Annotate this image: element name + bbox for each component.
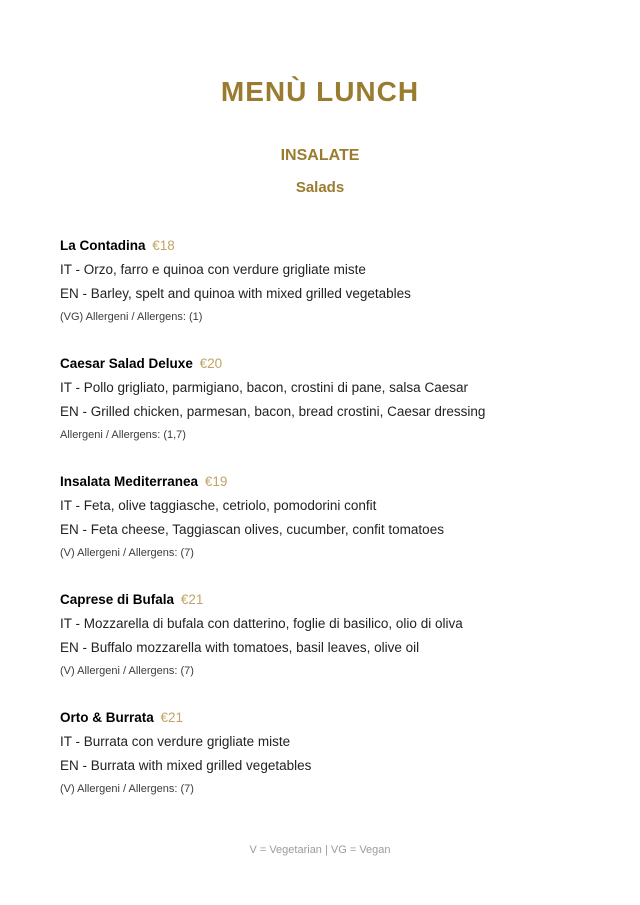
item-name: Insalata Mediterranea — [60, 474, 199, 489]
item-heading — [60, 470, 580, 494]
menu-item — [60, 470, 580, 564]
item-price: €18 — [152, 238, 175, 253]
item-name: Caesar Salad Deluxe — [60, 356, 193, 371]
item-price: €19 — [204, 474, 228, 489]
item-description-it: IT - Orzo, farro e quinoa con verdure grigliate miste — [60, 262, 366, 277]
menu-item — [60, 588, 580, 682]
item-description-en: EN - Feta cheese, Taggiascan olives, cucumber, confit tomatoes — [60, 522, 444, 537]
item-description-en: EN - Barley, spelt and quinoa with mixed grilled vegetables — [60, 286, 411, 301]
item-allergens: Allergeni / Allergens: (1,7) — [60, 429, 186, 441]
menu-items-list — [60, 234, 580, 800]
item-heading — [60, 352, 580, 376]
item-allergens: (VG) Allergeni / Allergens: (1) — [60, 311, 203, 323]
item-name: Caprese di Bufala — [60, 592, 175, 607]
item-description-en: EN - Grilled chicken, parmesan, bacon, bread crostini, Caesar dressing — [60, 404, 486, 419]
item-allergens: (V) Allergeni / Allergens: (7) — [60, 665, 194, 677]
item-price: €21 — [180, 592, 204, 607]
item-allergens: (V) Allergeni / Allergens: (7) — [60, 547, 194, 559]
item-description-it: IT - Burrata con verdure grigliate miste — [60, 734, 291, 749]
item-description-it: IT - Pollo grigliato, parmigiano, bacon, crostini di pane, salsa Caesar — [60, 380, 468, 395]
menu-item — [60, 234, 580, 328]
item-description-it: IT - Feta, olive taggiasche, cetriolo, pomodorini confit — [60, 498, 377, 513]
item-price: €21 — [160, 710, 184, 725]
section-title-italian: INSALATE — [280, 147, 360, 164]
item-description-en: EN - Buffalo mozzarella with tomatoes, basil leaves, olive oil — [60, 640, 420, 655]
item-name: La Contadina — [60, 238, 146, 253]
item-price: €20 — [199, 356, 223, 371]
page-title: MENÙ LUNCH — [220, 76, 420, 107]
item-heading — [60, 588, 580, 612]
menu-item — [60, 706, 580, 800]
item-name: Orto & Burrata — [60, 710, 154, 725]
menu-item — [60, 352, 580, 446]
item-heading — [60, 234, 580, 258]
item-heading — [60, 706, 580, 730]
item-allergens: (V) Allergeni / Allergens: (7) — [60, 783, 194, 795]
item-description-it: IT - Mozzarella di bufala con datterino, foglie di basilico, olio di oliva — [60, 616, 463, 631]
item-description-en: EN - Burrata with mixed grilled vegetables — [60, 758, 312, 773]
legend-footer: V = Vegetarian | VG = Vegan — [249, 844, 391, 856]
section-title-english: Salads — [295, 179, 345, 196]
